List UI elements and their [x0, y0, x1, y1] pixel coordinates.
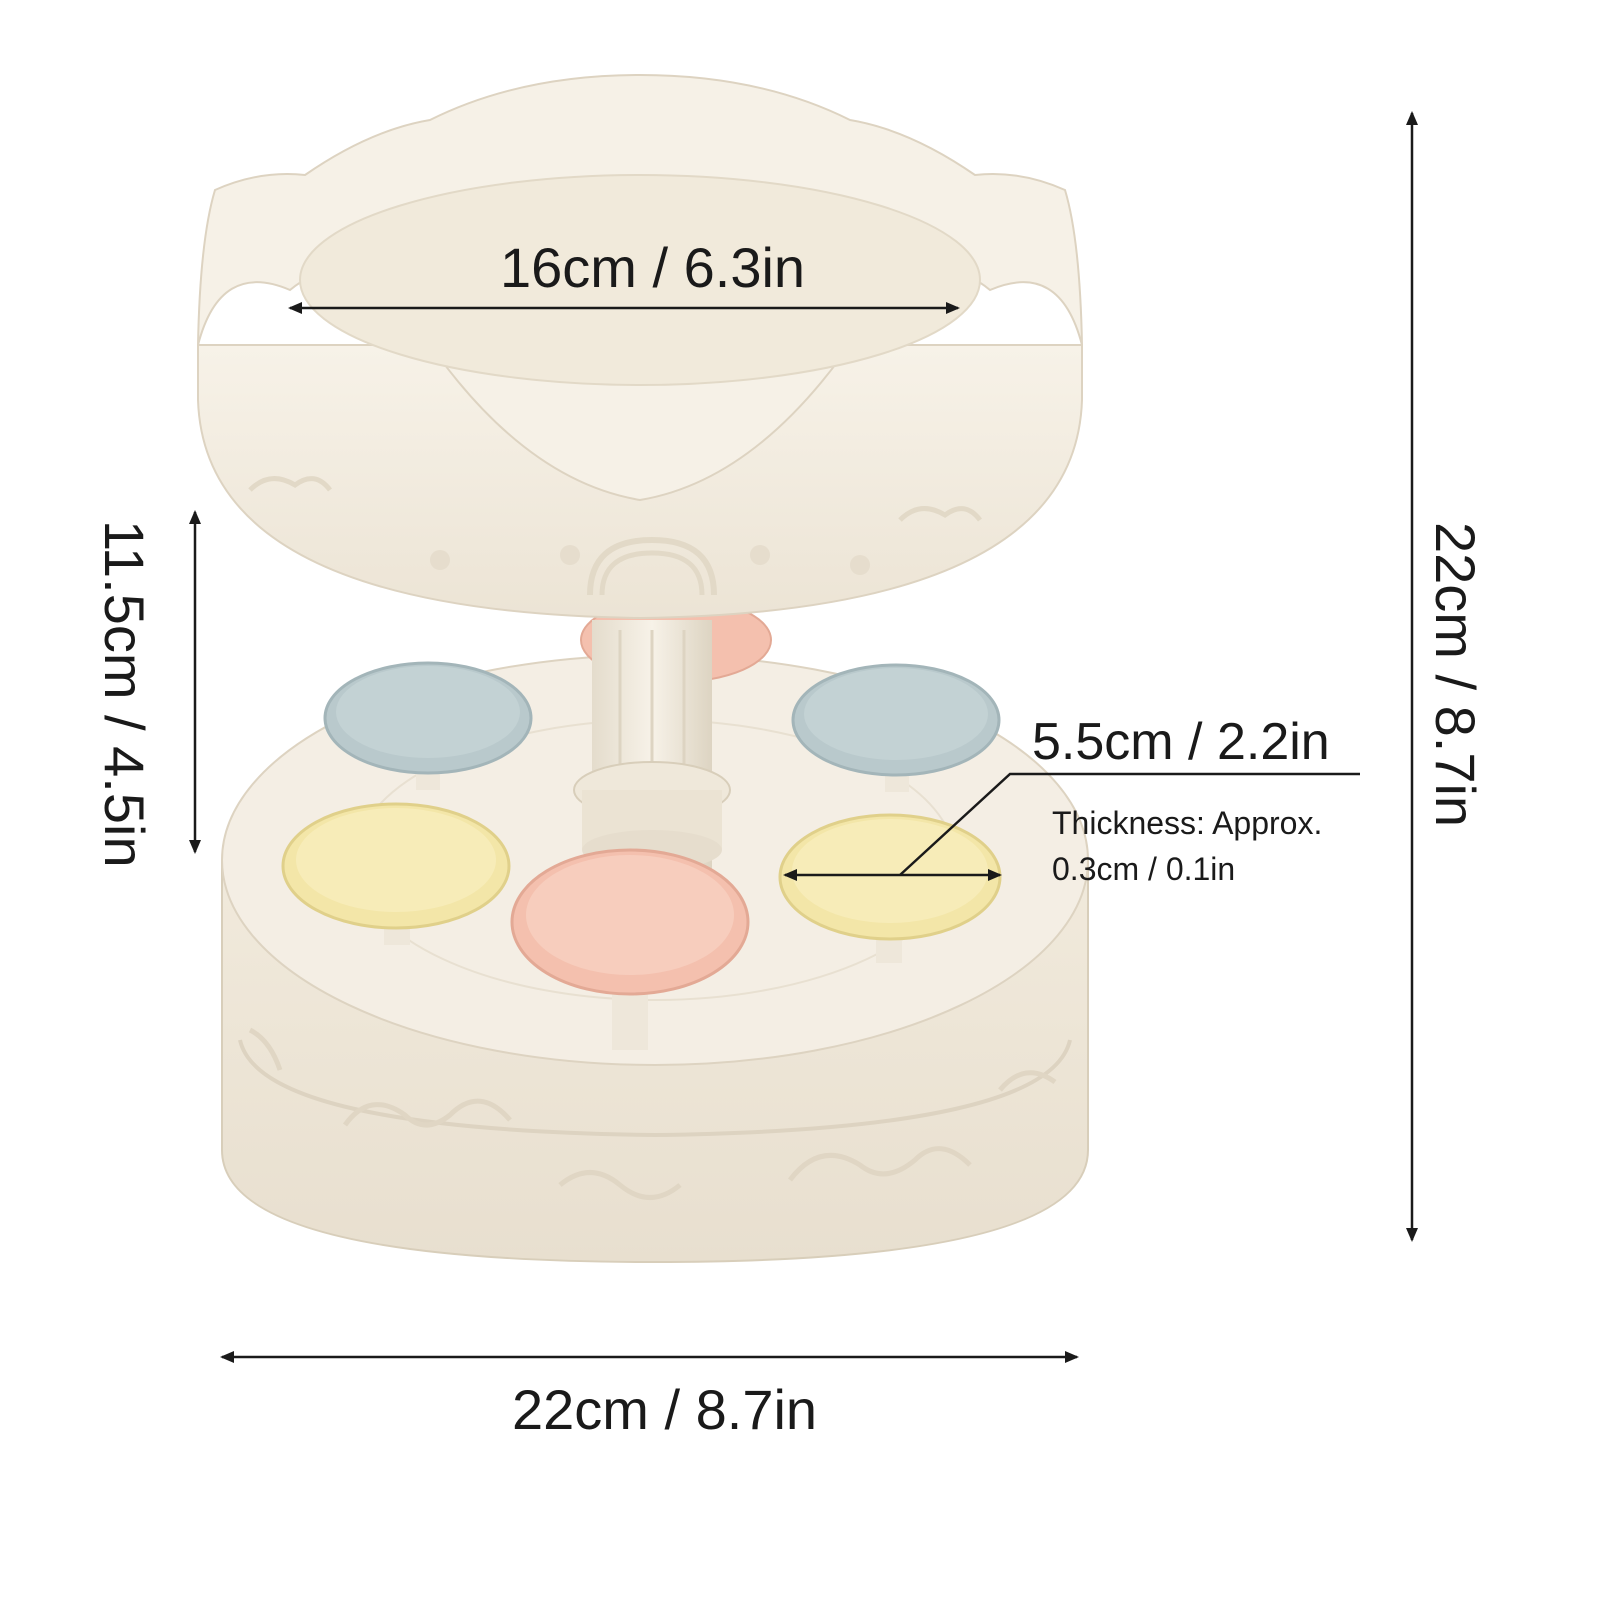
thickness-line-1: Thickness: Approx. — [1052, 805, 1323, 841]
cup-diameter-label: 5.5cm / 2.2in — [1032, 713, 1330, 771]
thickness-line-2: 0.3cm / 0.1in — [1052, 851, 1236, 888]
thickness-label — [1052, 800, 1322, 893]
total-height-label: 22cm / 8.7in — [1424, 522, 1487, 828]
center-pole — [574, 620, 730, 870]
tier-height-label: 11.5cm / 4.5in — [93, 520, 156, 868]
top-diameter-label: 16cm / 6.3in — [500, 236, 806, 299]
base-width-label: 22cm / 8.7in — [512, 1378, 818, 1441]
top-tray — [198, 75, 1082, 618]
